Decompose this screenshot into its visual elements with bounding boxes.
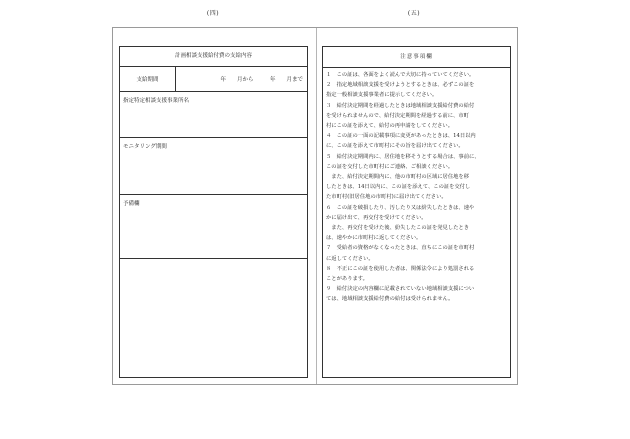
note-line: ６ この証を破損したり、汚したり又は紛失したときは、速や (326, 204, 475, 211)
note-line: は、速やかに市町村に返してください。 (326, 235, 422, 242)
note-line: この証を交付した市町村にご連絡、ご相談ください。 (326, 163, 454, 170)
monitoring-period-row (120, 138, 307, 195)
note-line: また、再交付を受けた後、紛失したこの証を発見したとき (326, 225, 470, 232)
right-page-number: (五) (407, 10, 421, 17)
table-header: 計画相談支援給付費の支給内容 (120, 47, 307, 67)
note-line: かに届け出て、再交付を受けてください。 (326, 214, 427, 221)
note-line: ８ 不正にこの証を使用した者は、関係法令により処罰される (326, 265, 475, 272)
monitoring-period-label: モニタリング期間 (123, 144, 167, 150)
payment-period-value: 年 月から 年 月まで (220, 77, 303, 83)
benefit-content-table (119, 46, 308, 378)
remarks-label: 予備欄 (123, 201, 140, 207)
note-line: １ この証は、各面をよく読んで大切に持っていてください。 (326, 72, 475, 78)
note-line: ５ 給付決定期間内に、居住地を移そうとする場合は、事前に、 (326, 153, 480, 160)
note-line: た市町村(旧居住地の市町村)に届け出てください。 (326, 194, 447, 201)
provider-name-label: 指定特定相談支援事業所名 (123, 98, 190, 104)
payment-period-row (120, 67, 307, 92)
left-page-number: (四) (206, 10, 220, 17)
provider-name-row (120, 92, 307, 138)
note-line: ては、地域相談支援給付費の給付は受けられません。 (326, 296, 454, 303)
note-line: また、給付決定期間内に、他の市町村の区域に居住地を移 (326, 174, 470, 181)
note-line: ９ 給付決定の内容欄に記載されていない地域相談支援につい (326, 286, 475, 293)
fold-line (316, 28, 317, 384)
note-line: ことがあります。 (326, 276, 368, 283)
note-line: ２ 指定地域相談支援を受けようとするときは、必ずこの証を (326, 82, 475, 89)
payment-period-label: 支給期間 (120, 67, 176, 91)
note-line: ４ この証の一面の記載事項に変更があったときは、14日以内 (326, 133, 476, 140)
note-line: ３ 給付決定期間を経過したときは地域相談支援給付費の給付 (326, 102, 475, 109)
note-line: 村にこの証を添えて、給付の再申請をしてください。 (326, 123, 454, 130)
note-line: したときは、14日以内に、この証を添えて、この証を交付し (326, 184, 471, 191)
notes-title: 注意事項欄 (323, 47, 510, 68)
note-line: ７ 受給者の資格がなくなったときは、直ちにこの証を市町村 (326, 245, 475, 252)
note-line: 指定一般相談支援事業者に提示してください。 (326, 92, 438, 99)
note-line: に返してください。 (326, 255, 374, 262)
notes-table (322, 46, 511, 378)
remarks-row (120, 195, 307, 259)
blank-row (120, 259, 307, 377)
note-line: に、この証を添えて市町村にその旨を届け出てください。 (326, 143, 464, 150)
note-line: を受けられませんので、給付決定期間を経過する前に、市町 (326, 112, 469, 119)
notes-list (323, 68, 510, 305)
